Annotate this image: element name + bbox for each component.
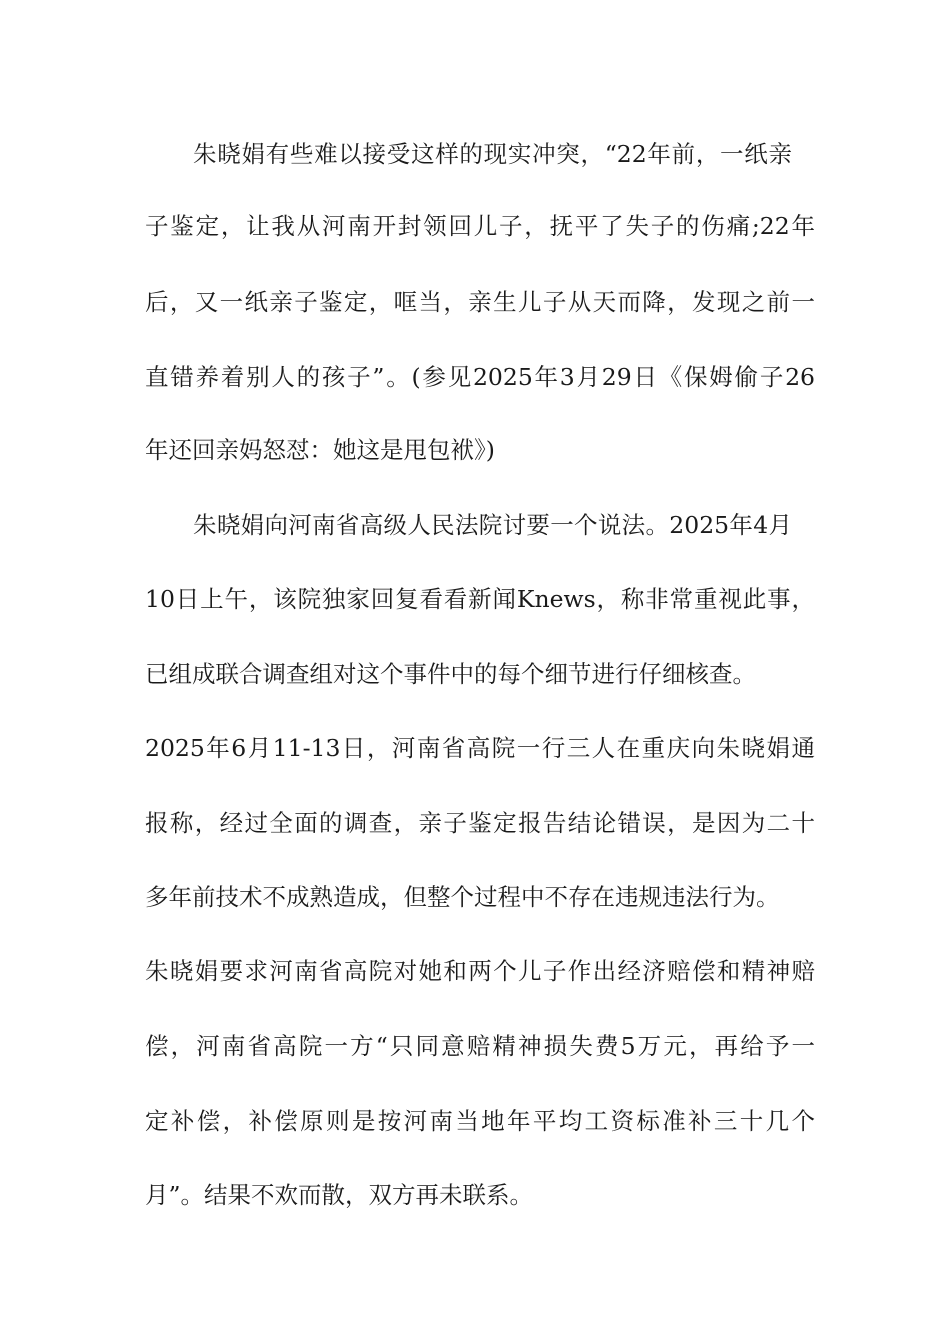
paragraph-1-line-4: 直错养着别人的孩子”。(参见2025年3月29日《保姆偷子26 [145,363,815,391]
paragraph-2-line-3: 已组成联合调查组对这个事件中的每个细节进行仔细核查。 [145,660,756,688]
paragraph-2-line-2: 10日上午，该院独家回复看看新闻Knews，称非常重视此事， [145,585,815,613]
paragraph-2-line-9: 定补偿，补偿原则是按河南当地年平均工资标准补三十几个 [145,1107,815,1135]
paragraph-1-line-3: 后，又一纸亲子鉴定，哐当，亲生儿子从天而降，发现之前一 [145,288,815,316]
paragraph-2-line-1: 朱晓娟向河南省高级人民法院讨要一个说法。2025年4月 [193,511,792,539]
paragraph-2-line-8: 偿，河南省高院一方“只同意赔精神损失费5万元，再给予一 [145,1032,815,1060]
paragraph-2-line-10: 月”。结果不欢而散，双方再未联系。 [145,1181,534,1209]
paragraph-1-line-5: 年还回亲妈怒怼：她这是甩包袱》) [145,436,495,464]
paragraph-2-line-4: 2025年6月11-13日，河南省高院一行三人在重庆向朱晓娟通 [145,734,815,762]
paragraph-2-line-7: 朱晓娟要求河南省高院对她和两个儿子作出经济赔偿和精神赔 [145,957,815,985]
paragraph-1-line-1: 朱晓娟有些难以接受这样的现实冲突，“22年前，一纸亲 [193,140,792,168]
paragraph-1-line-2: 子鉴定，让我从河南开封领回儿子，抚平了失子的伤痛;22年 [145,212,815,240]
paragraph-2-line-6: 多年前技术不成熟造成，但整个过程中不存在违规违法行为。 [145,883,780,911]
paragraph-2-line-5: 报称，经过全面的调查，亲子鉴定报告结论错误，是因为二十 [145,809,815,837]
